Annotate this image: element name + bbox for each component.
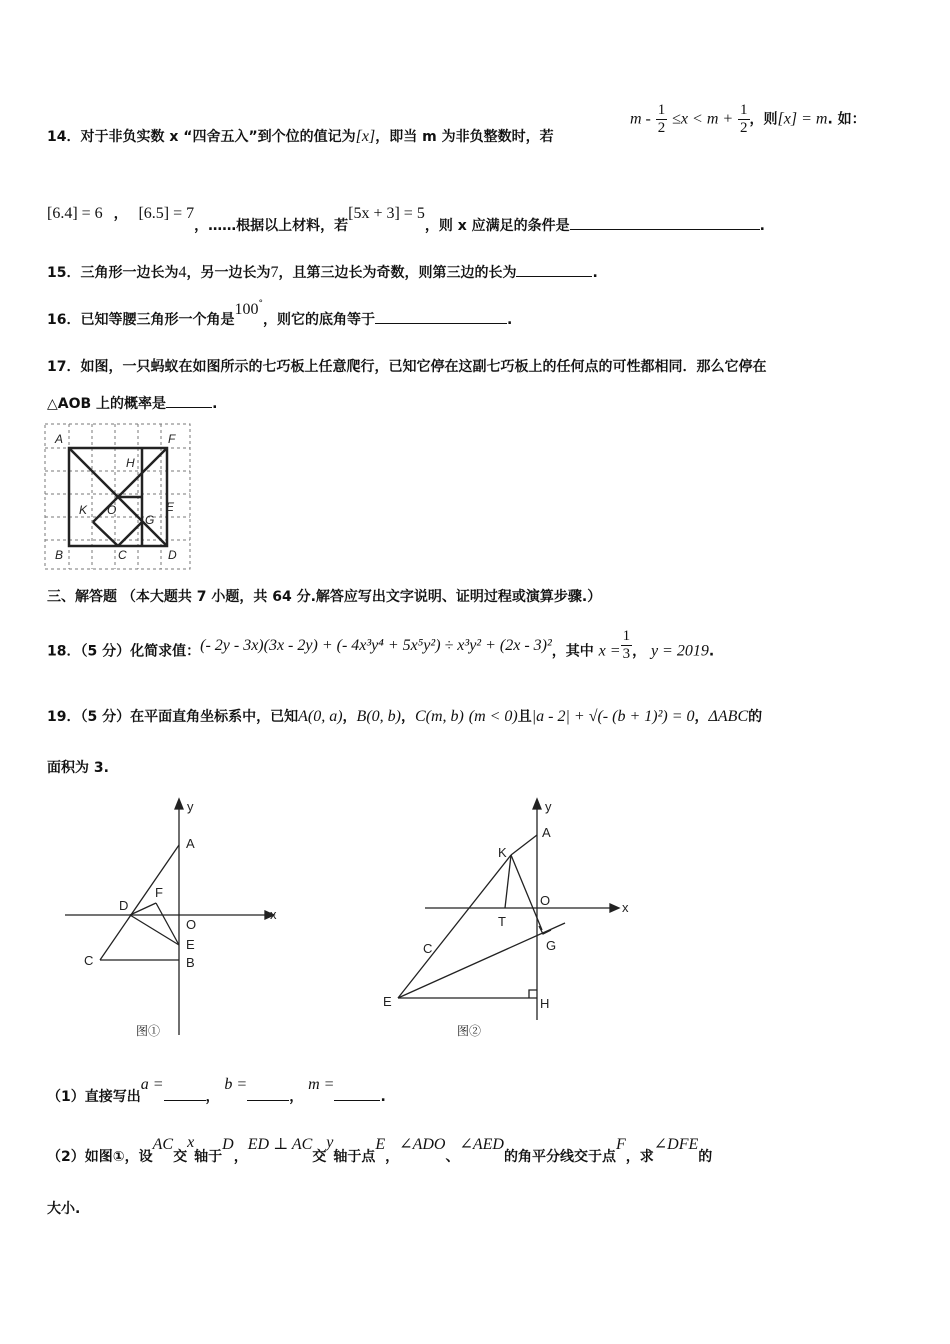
fig2-label-H: H (540, 996, 550, 1011)
q14-frac1-den: 2 (657, 120, 666, 136)
q14-result: [x] = m (777, 110, 828, 128)
label-H: H (126, 456, 135, 470)
q17-line2 (47, 393, 217, 413)
q15-answer-blank[interactable] (516, 275, 592, 277)
q19-part2-line2: 大小. (47, 1201, 81, 1217)
q14-answer-blank[interactable] (570, 228, 760, 230)
q16-answer-blank[interactable] (375, 322, 507, 324)
q18-x-equals: x = (598, 642, 621, 660)
q19-2-F: F (615, 1136, 626, 1153)
q19-figure-1 (60, 795, 300, 1045)
q14-period: . (759, 218, 765, 234)
q14-example-2: [6.5] = 7 (138, 205, 195, 222)
q15-period: . (592, 265, 598, 281)
q14-text-end: ，则 x 应满足的条件是 (424, 218, 570, 234)
q19-2-sep3: ，求 (625, 1149, 654, 1165)
q15-side-2: 7 (270, 264, 279, 281)
q16-period: . (506, 312, 513, 328)
fig1-label-y: y (187, 799, 194, 814)
q19-1-m-equals: m = (308, 1076, 335, 1093)
q19-2-y: y (326, 1134, 334, 1151)
q19-2-sep2: ， (385, 1149, 400, 1165)
q19-1-text: （1）直接写出 (47, 1089, 141, 1105)
fig2-label-C: C (423, 941, 433, 956)
q19-2-dun: 、 (445, 1149, 460, 1165)
q14-inequality (630, 102, 866, 137)
q19-1-b-blank[interactable] (247, 1099, 289, 1101)
q19-point-B: B(0, b) (356, 708, 401, 725)
q19-1-a-blank[interactable] (164, 1099, 206, 1101)
q15-line (47, 262, 598, 282)
fig1-label-F: F (155, 885, 163, 900)
q15-text-b: ，另一边长为 (186, 265, 271, 281)
q14-text-a: 14．对于非负实数 x “四舍五入”到个位的值记为 (47, 129, 356, 145)
q19-equation: |a - 2| + √(- (b + 1)²) = 0 (531, 708, 695, 725)
q14-frac1-num: 1 (657, 102, 666, 118)
q16-line: 16．已知等腰三角形一个角是100°，则它的底角等于 . (47, 299, 513, 328)
q19-de: 的 (748, 709, 763, 725)
q18-y-equals: y = 2019 (650, 642, 709, 660)
fig2-line-KA (511, 835, 537, 855)
q18-x-fraction (621, 628, 633, 663)
q14-fraction-1 (656, 102, 668, 137)
fig2-label-E: E (383, 994, 392, 1009)
q15-text-a: 15．三角形一边长为 (47, 265, 179, 281)
fig1-label-C: C (84, 953, 94, 968)
q19-2-text-a: （2）如图①，设 (47, 1149, 153, 1165)
q19-2-x: x (187, 1134, 195, 1151)
q18-x-den: 3 (622, 646, 631, 662)
fig2-label-T: T (498, 914, 506, 929)
label-D: D (168, 548, 177, 562)
q14-example-1: [6.4] = 6 (47, 205, 103, 222)
q19-1-sep1: ， (205, 1089, 220, 1105)
q19-triangle: ΔABC (708, 708, 749, 725)
q18-comma: ， (632, 643, 647, 660)
fig1-label-O: O (186, 917, 197, 932)
q18-text-a: 18．（5 分）化简求值： (47, 643, 201, 660)
q19-2-angle-DFE: ∠DFE (653, 1136, 699, 1153)
q19-2-jiao2: 交 (312, 1149, 327, 1165)
fig2-caption: 图② (457, 1024, 482, 1038)
q19-2-jiao: 交 (173, 1149, 188, 1165)
q14-ineq-left: m - (630, 110, 651, 128)
q19-figure-2 (380, 795, 640, 1045)
label-A: A (55, 432, 64, 446)
q17-line1: 17．如图，一只蚂蚁在如图所示的七巧板上任意爬行，已知它停在这副七巧板上的任何点的可性都相同．那么它停在 (47, 359, 767, 375)
q19-1-a-equals: a = (140, 1076, 164, 1093)
q16-angle: 100 (234, 301, 259, 318)
fig1-label-x: x (270, 907, 277, 922)
fig2-label-y: y (545, 799, 552, 814)
q15-side-1: 4 (178, 264, 187, 281)
q14-condition: [5x + 3] = 5 (348, 205, 425, 222)
fig2-label-O: O (540, 893, 551, 908)
fig2-y-arrow (533, 799, 541, 809)
fig2-label-x: x (622, 900, 629, 915)
q18-period: . (708, 643, 715, 660)
q19-line1 (47, 706, 762, 726)
q17-text: △AOB 上的概率是 (47, 396, 167, 412)
label-C: C (118, 548, 127, 562)
fig2-line-KT (505, 855, 511, 908)
q18-expression: (- 2y - 3x)(3x - 2y) + (- 4x³y⁴ + 5x⁵y²) ÷ x³y² + (2x - 3)² (200, 636, 552, 654)
fig1-line-DF (130, 903, 156, 915)
fig1-label-E: E (186, 937, 195, 952)
q15-text-c: ，且第三边长为奇数，则第三边的长为 (278, 265, 517, 281)
tangram-pieces (69, 448, 167, 546)
label-B: B (55, 548, 64, 562)
q19-1-m-blank[interactable] (334, 1099, 380, 1101)
label-E: E (166, 500, 175, 514)
q18-text-b: ，其中 (551, 643, 594, 660)
q14-text-b: ，即当 m 为非负整数时，若 (375, 129, 554, 145)
q17-answer-blank[interactable] (166, 406, 212, 408)
label-G: G (145, 513, 155, 527)
q19-2-ED-perp-AC: ED ⊥ AC (247, 1136, 313, 1153)
q19-point-C: C(m, b) (414, 708, 464, 725)
q19-2-de: 的 (698, 1149, 713, 1165)
q19-line2: 面积为 3. (47, 760, 109, 776)
fig2-x-arrow (610, 904, 619, 912)
q14-frac2-num: 1 (740, 102, 748, 118)
q19-2-text-b: 轴于 (194, 1149, 223, 1165)
q19-2-angle-AED: ∠AED (459, 1136, 504, 1153)
fig1-line-DE (130, 915, 179, 945)
q19-2-D: D (222, 1136, 234, 1153)
q19-2-text-d: 的角平分线交于点 (503, 1149, 616, 1165)
q14-ineq-mid: ≤x < m + (672, 110, 734, 128)
fig2-label-A: A (542, 825, 551, 840)
q19-1-period: . (380, 1089, 386, 1105)
q19-and: 且 (517, 709, 532, 725)
section-3-heading: 三、解答题 （本大题共 7 小题，共 64 分.解答应写出文字说明、证明过程或演算步骤.） (47, 589, 602, 605)
q14-fraction-2 (738, 102, 750, 137)
fig1-caption: 图① (136, 1024, 161, 1038)
q14-text-mid: ，……根据以上材料，若 (194, 218, 349, 234)
q17-period: . (212, 396, 218, 412)
q19-sep2: ， (400, 709, 415, 725)
q14-frac2-den: 2 (740, 120, 748, 136)
q19-2-text-c: 轴于点 (333, 1149, 376, 1165)
fig2-right-angle-H (529, 990, 537, 998)
fig1-label-D: D (119, 898, 129, 913)
q14-line2: [6.4] = 6 ， [6.5] = 7，……根据以上材料，若[5x + 3] = 5，则 x 应满足的条件是 . (47, 205, 765, 234)
q19-sep3: ， (694, 709, 709, 725)
fig2-line-EG (398, 923, 565, 998)
q19-2-AC: AC (152, 1136, 174, 1153)
tangram-figure (44, 423, 192, 571)
q19-text-a: 19．（5 分）在平面直角坐标系中，已知 (47, 709, 299, 725)
q19-1-b-equals: b = (224, 1076, 248, 1093)
q14-text-d: . 如： (827, 111, 866, 128)
fig1-label-B: B (186, 955, 195, 970)
q14-bracket-x: [x] (355, 128, 376, 145)
fig2-label-G: G (546, 938, 557, 953)
q14-text-c: ，则 (749, 111, 778, 128)
q18-line (47, 628, 715, 669)
q19-2-sep1: ， (233, 1149, 248, 1165)
q16-text-b: ，则它的底角等于 (262, 312, 375, 328)
q19-2-E: E (375, 1136, 386, 1153)
fig1-y-arrow (175, 799, 183, 809)
q16-text-a: 16．已知等腰三角形一个角是 (47, 312, 235, 328)
label-F: F (168, 432, 176, 446)
fig1-line-AC (100, 845, 179, 960)
q19-point-A: A(0, a) (298, 708, 343, 725)
q14-line1 (47, 126, 554, 146)
label-O: O (107, 503, 117, 517)
q19-part1 (47, 1076, 386, 1106)
q19-sep1: ， (342, 709, 357, 725)
fig1-label-A: A (186, 836, 195, 851)
fig2-line-EK (398, 855, 511, 998)
fig2-label-K: K (498, 845, 507, 860)
q19-part2-line1 (47, 1134, 713, 1166)
q19-2-angle-ADO: ∠ADO (399, 1136, 446, 1153)
label-K: K (79, 503, 88, 517)
q19-1-sep2: ， (289, 1089, 304, 1105)
q19-condition: (m < 0) (468, 708, 518, 725)
q18-x-num: 1 (622, 628, 631, 644)
